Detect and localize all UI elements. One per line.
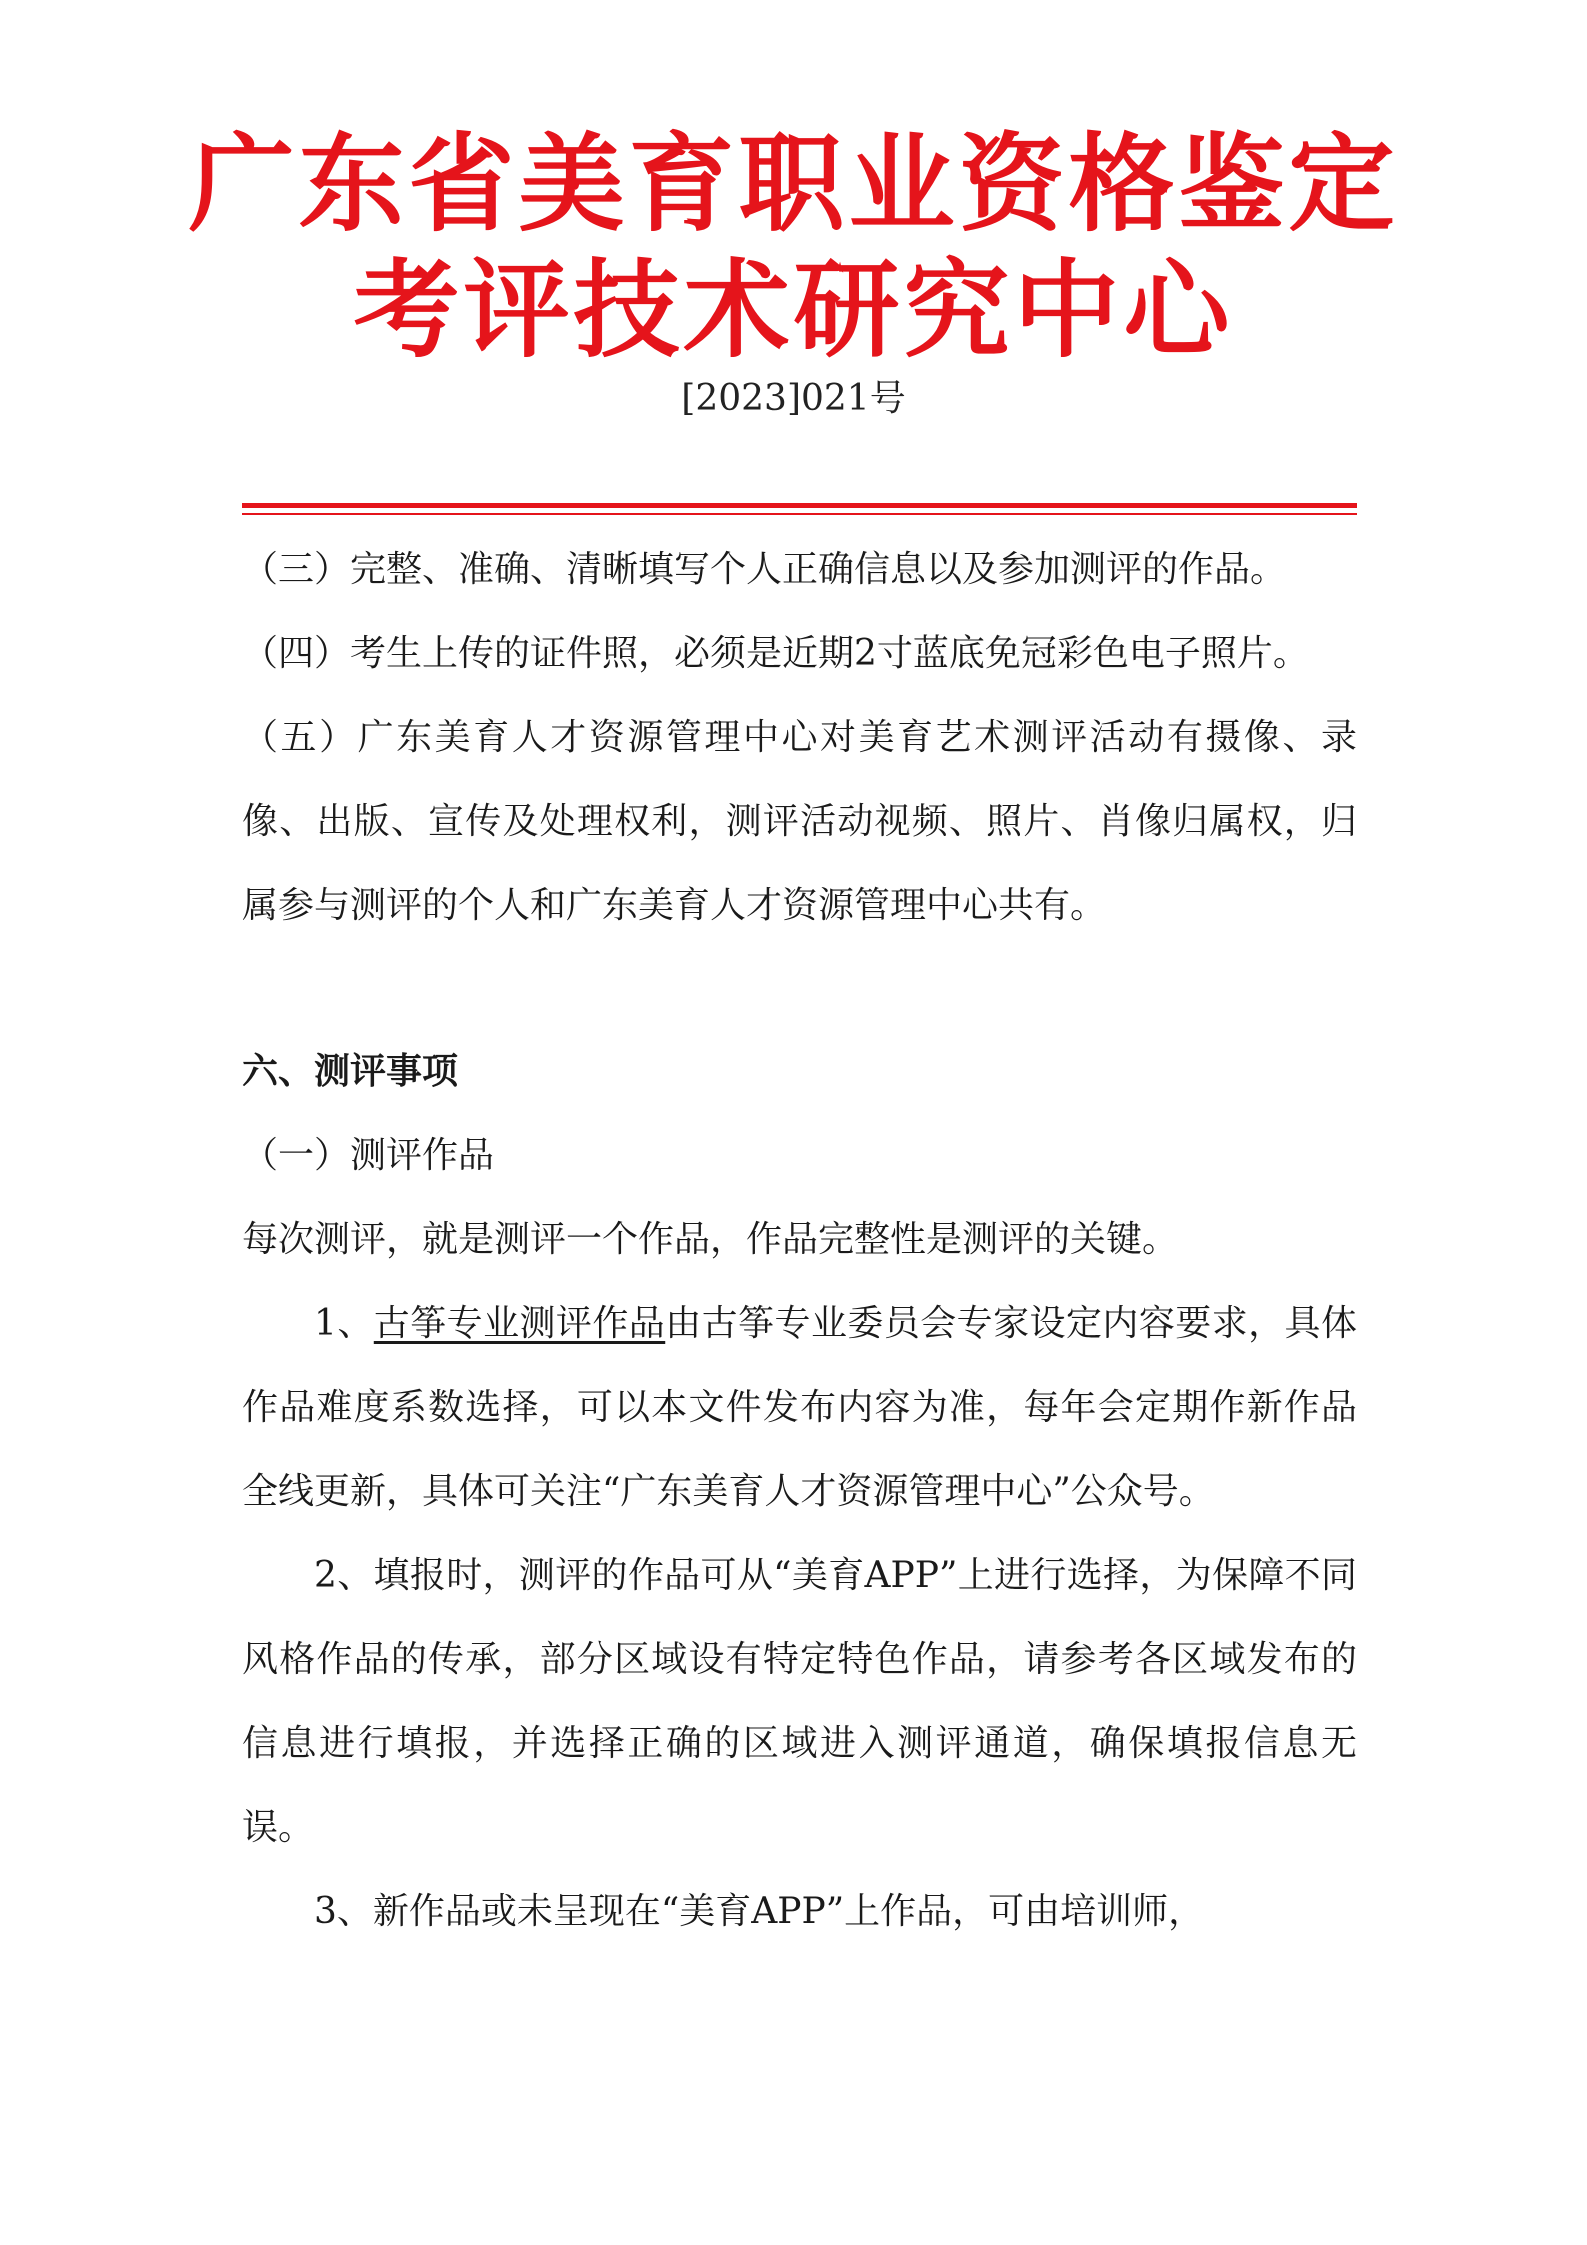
item-4: （四）考生上传的证件照，必须是近期2寸蓝底免冠彩色电子照片。	[242, 633, 1309, 674]
paragraph-3: 3、新作品或未呈现在“美育APP”上作品，可由培训师，	[314, 1891, 1205, 1932]
org-title-line2: 考评技术研究中心	[353, 249, 1234, 372]
paragraph-1-rest: 由古筝专业委员会专家设定内容要求，具体作品难度系数选择，可以本文件发布内容为准，每年会定期作新作品全线更新，具体可关注“广东美育人才资源管理中心”公众号。	[242, 1303, 1357, 1512]
item-3: （三）完整、准确、清晰填写个人正确信息以及参加测评的作品。	[242, 549, 1287, 590]
red-header-rule-thick	[242, 503, 1357, 508]
subsection-1-title: （一）测评作品	[242, 1135, 495, 1176]
paragraph-1	[242, 1282, 1357, 1534]
document-number: [2023]021号	[681, 378, 906, 419]
guzheng-works-underlined: 古筝专业测评作品	[373, 1303, 666, 1344]
paragraph-2: 2、填报时，测评的作品可从“美育APP”上进行选择，为保障不同风格作品的传承，部分区域设有特定特色作品，请参考各区域发布的信息进行填报，并选择正确的区域进入测评通道，确保填报信息无误。	[242, 1555, 1357, 1848]
item-5: （五）广东美育人才资源管理中心对美育艺术测评活动有摄像、录像、出版、宣传及处理权利，测评活动视频、照片、肖像归属权，归属参与测评的个人和广东美育人才资源管理中心共有。	[242, 717, 1357, 926]
section-gap	[242, 948, 1357, 1030]
red-header-rule-thin	[242, 513, 1357, 515]
subsection-1-intro: 每次测评，就是测评一个作品，作品完整性是测评的关键。	[242, 1219, 1179, 1260]
org-title-line1: 广东省美育职业资格鉴定	[188, 123, 1399, 246]
paragraph-1-prefix: 1、	[314, 1303, 374, 1344]
document-body	[242, 528, 1357, 1954]
section-6-title: 六、测评事项	[242, 1051, 459, 1092]
